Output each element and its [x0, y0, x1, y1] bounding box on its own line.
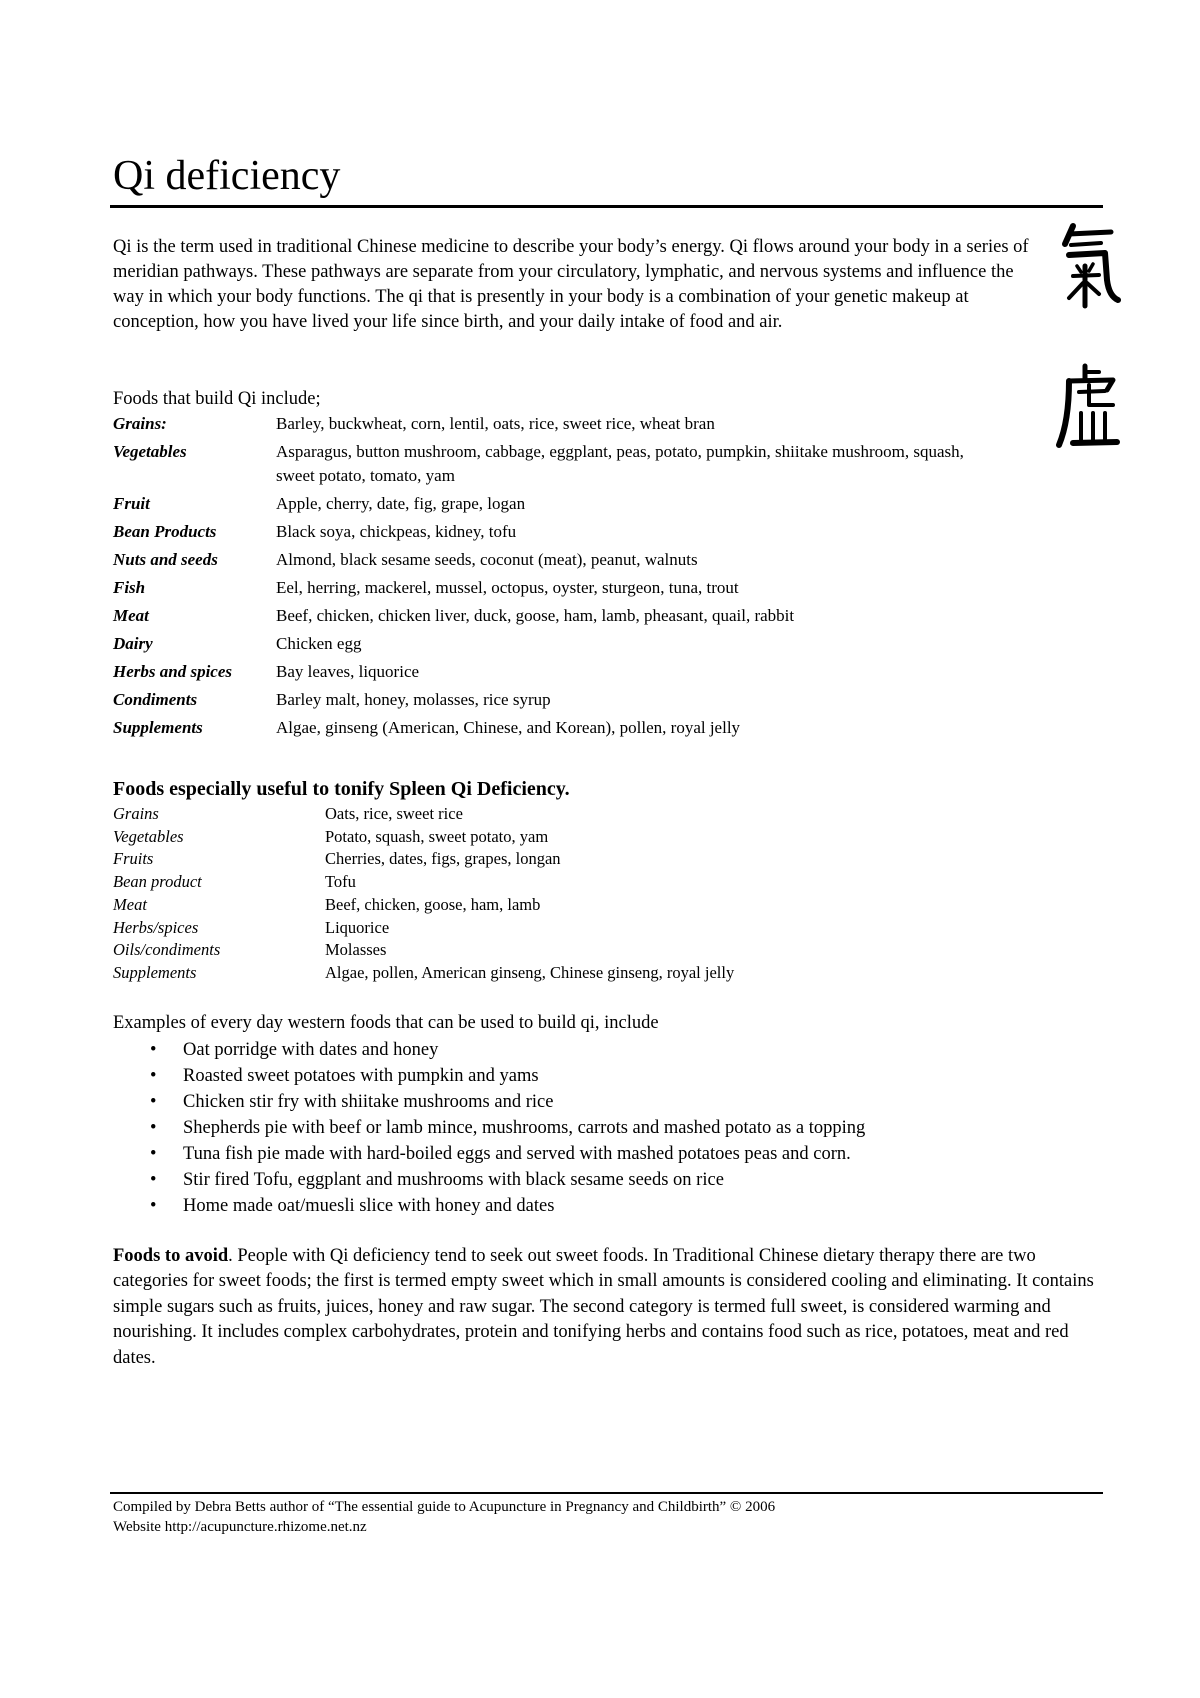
spleen-qi-heading: Foods especially useful to tonify Spleen Qi Deficiency. — [113, 778, 570, 800]
food-items: Barley malt, honey, molasses, rice syrup — [276, 690, 551, 709]
examples-list — [113, 1037, 1073, 1219]
food-row — [113, 412, 993, 436]
footer — [113, 1497, 775, 1537]
list-item — [113, 1115, 1073, 1141]
food-items: Beef, chicken, chicken liver, duck, goose, ham, lamb, pheasant, quail, rabbit — [276, 606, 795, 625]
spleen-items: Potato, squash, sweet potato, yam — [325, 826, 549, 846]
food-row — [113, 688, 993, 712]
food-row — [113, 604, 993, 628]
food-row — [113, 492, 993, 516]
spleen-items: Beef, chicken, goose, ham, lamb — [325, 894, 541, 914]
spleen-category: Grains — [113, 804, 159, 823]
example-text: Stir fired Tofu, eggplant and mushrooms with black sesame seeds on rice — [183, 1170, 724, 1190]
examples-intro: Examples of every day western foods that can be used to build qi, include — [113, 1013, 659, 1033]
bullet-icon: • — [150, 1040, 157, 1060]
build-qi-intro: Foods that build Qi include; — [113, 389, 321, 409]
example-text: Roasted sweet potatoes with pumpkin and yams — [183, 1066, 539, 1086]
food-items: Bay leaves, liquorice — [276, 662, 420, 681]
list-item — [113, 1193, 1073, 1219]
foods-to-avoid-paragraph — [113, 1244, 1098, 1371]
footer-rule — [110, 1492, 1103, 1494]
footer-website: Website http://acupuncture.rhizome.net.nz — [113, 1519, 367, 1535]
food-items: Barley, buckwheat, corn, lentil, oats, rice, sweet rice, wheat bran — [276, 414, 715, 433]
example-text: Tuna fish pie made with hard-boiled eggs and served with mashed potatoes peas and corn. — [183, 1144, 851, 1164]
example-text: Oat porridge with dates and honey — [183, 1040, 439, 1060]
food-row — [113, 520, 993, 544]
foods-to-avoid-label: Foods to avoid — [113, 1246, 229, 1266]
bullet-icon: • — [150, 1066, 157, 1086]
spleen-items: Algae, pollen, American ginseng, Chinese ginseng, royal jelly — [325, 962, 735, 982]
spleen-items: Liquorice — [325, 917, 390, 937]
intro-paragraph: Qi is the term used in traditional Chinese medicine to describe your body’s energy. Qi flows around your body in a series of meridian pathways. These pathways are separate from your circulatory, lymphatic, and nervous systems and influence the way in which your body functions. The qi that is presently in your body is a combination of your genetic makeup at conception, how you have lived your life since birth, and your daily intake of food and air. — [113, 237, 1029, 332]
food-category: Vegetables — [113, 442, 187, 461]
spleen-items: Molasses — [325, 940, 387, 960]
food-items: Asparagus, button mushroom, cabbage, eggplant, peas, potato, pumpkin, shiitake mushroom, squash, sweet potato, tomato, yam — [276, 442, 964, 485]
food-items: Eel, herring, mackerel, mussel, octopus, oyster, sturgeon, tuna, trout — [276, 578, 739, 597]
spleen-items: Tofu — [325, 872, 356, 892]
spleen-row — [113, 917, 913, 940]
build-qi-food-table — [113, 412, 993, 744]
title-rule — [110, 205, 1103, 208]
food-row — [113, 576, 993, 600]
spleen-items: Cherries, dates, figs, grapes, longan — [325, 849, 561, 869]
page-title: Qi deficiency — [113, 153, 341, 199]
list-item — [113, 1063, 1073, 1089]
spleen-qi-food-table — [113, 803, 913, 985]
food-items: Black soya, chickpeas, kidney, tofu — [276, 522, 517, 541]
bullet-icon: • — [150, 1144, 157, 1164]
food-category: Condiments — [113, 690, 198, 709]
spleen-category: Oils/condiments — [113, 940, 221, 960]
foods-to-avoid-text: . People with Qi deficiency tend to seek out sweet foods. In Traditional Chinese dietary therapy there are two categories for sweet foods; the first is termed empty sweet which in small amounts is considered cooling and eliminating. It contains simple sugars such as fruits, juices, honey and raw sugar. The second category is termed full sweet, is considered warming and nourishing. It includes complex carbohydrates, protein and tonifying herbs and contains food such as rice, potatoes, meat and red dates. — [113, 1246, 1094, 1368]
food-category: Fish — [113, 578, 146, 597]
spleen-category: Fruits — [113, 849, 154, 869]
bullet-icon: • — [150, 1092, 157, 1112]
spleen-row — [113, 962, 913, 985]
example-text: Home made oat/muesli slice with honey and dates — [183, 1196, 555, 1216]
food-row — [113, 716, 993, 740]
food-items: Chicken egg — [276, 634, 362, 653]
spleen-row — [113, 803, 913, 826]
spleen-category: Herbs/spices — [113, 917, 199, 937]
food-row — [113, 548, 993, 572]
bullet-icon: • — [150, 1118, 157, 1138]
qi-calligraphy-icon — [1055, 220, 1121, 310]
spleen-row — [113, 939, 913, 962]
spleen-row — [113, 826, 913, 849]
food-category: Grains: — [113, 414, 167, 433]
spleen-items: Oats, rice, sweet rice — [325, 804, 463, 823]
food-category: Herbs and spices — [113, 662, 232, 681]
food-items: Apple, cherry, date, fig, grape, logan — [276, 494, 526, 513]
spleen-row — [113, 871, 913, 894]
food-row — [113, 660, 993, 684]
bullet-icon: • — [150, 1170, 157, 1190]
food-items: Algae, ginseng (American, Chinese, and Korean), pollen, royal jelly — [276, 718, 741, 737]
food-category: Supplements — [113, 718, 203, 737]
footer-credit: Compiled by Debra Betts author of “The essential guide to Acupuncture in Pregnancy and Childbirth” © 2006 — [113, 1499, 776, 1515]
list-item — [113, 1167, 1073, 1193]
spleen-category: Vegetables — [113, 826, 184, 846]
spleen-row — [113, 848, 913, 871]
spleen-category: Meat — [113, 894, 147, 914]
food-category: Bean Products — [113, 522, 217, 541]
example-text: Chicken stir fry with shiitake mushrooms and rice — [183, 1092, 554, 1112]
food-items: Almond, black sesame seeds, coconut (meat), peanut, walnuts — [276, 550, 698, 569]
food-category: Fruit — [113, 494, 150, 513]
list-item — [113, 1037, 1073, 1063]
spleen-row — [113, 894, 913, 917]
example-text: Shepherds pie with beef or lamb mince, mushrooms, carrots and mashed potato as a topping — [183, 1118, 866, 1138]
food-row — [113, 440, 993, 488]
food-category: Nuts and seeds — [113, 550, 218, 569]
food-category: Dairy — [113, 634, 153, 653]
spleen-category: Supplements — [113, 962, 197, 982]
list-item — [113, 1089, 1073, 1115]
list-item — [113, 1141, 1073, 1167]
food-category: Meat — [113, 606, 149, 625]
spleen-category: Bean product — [113, 872, 202, 892]
bullet-icon: • — [150, 1196, 157, 1216]
xu-calligraphy-icon — [1055, 363, 1121, 453]
food-row — [113, 632, 993, 656]
